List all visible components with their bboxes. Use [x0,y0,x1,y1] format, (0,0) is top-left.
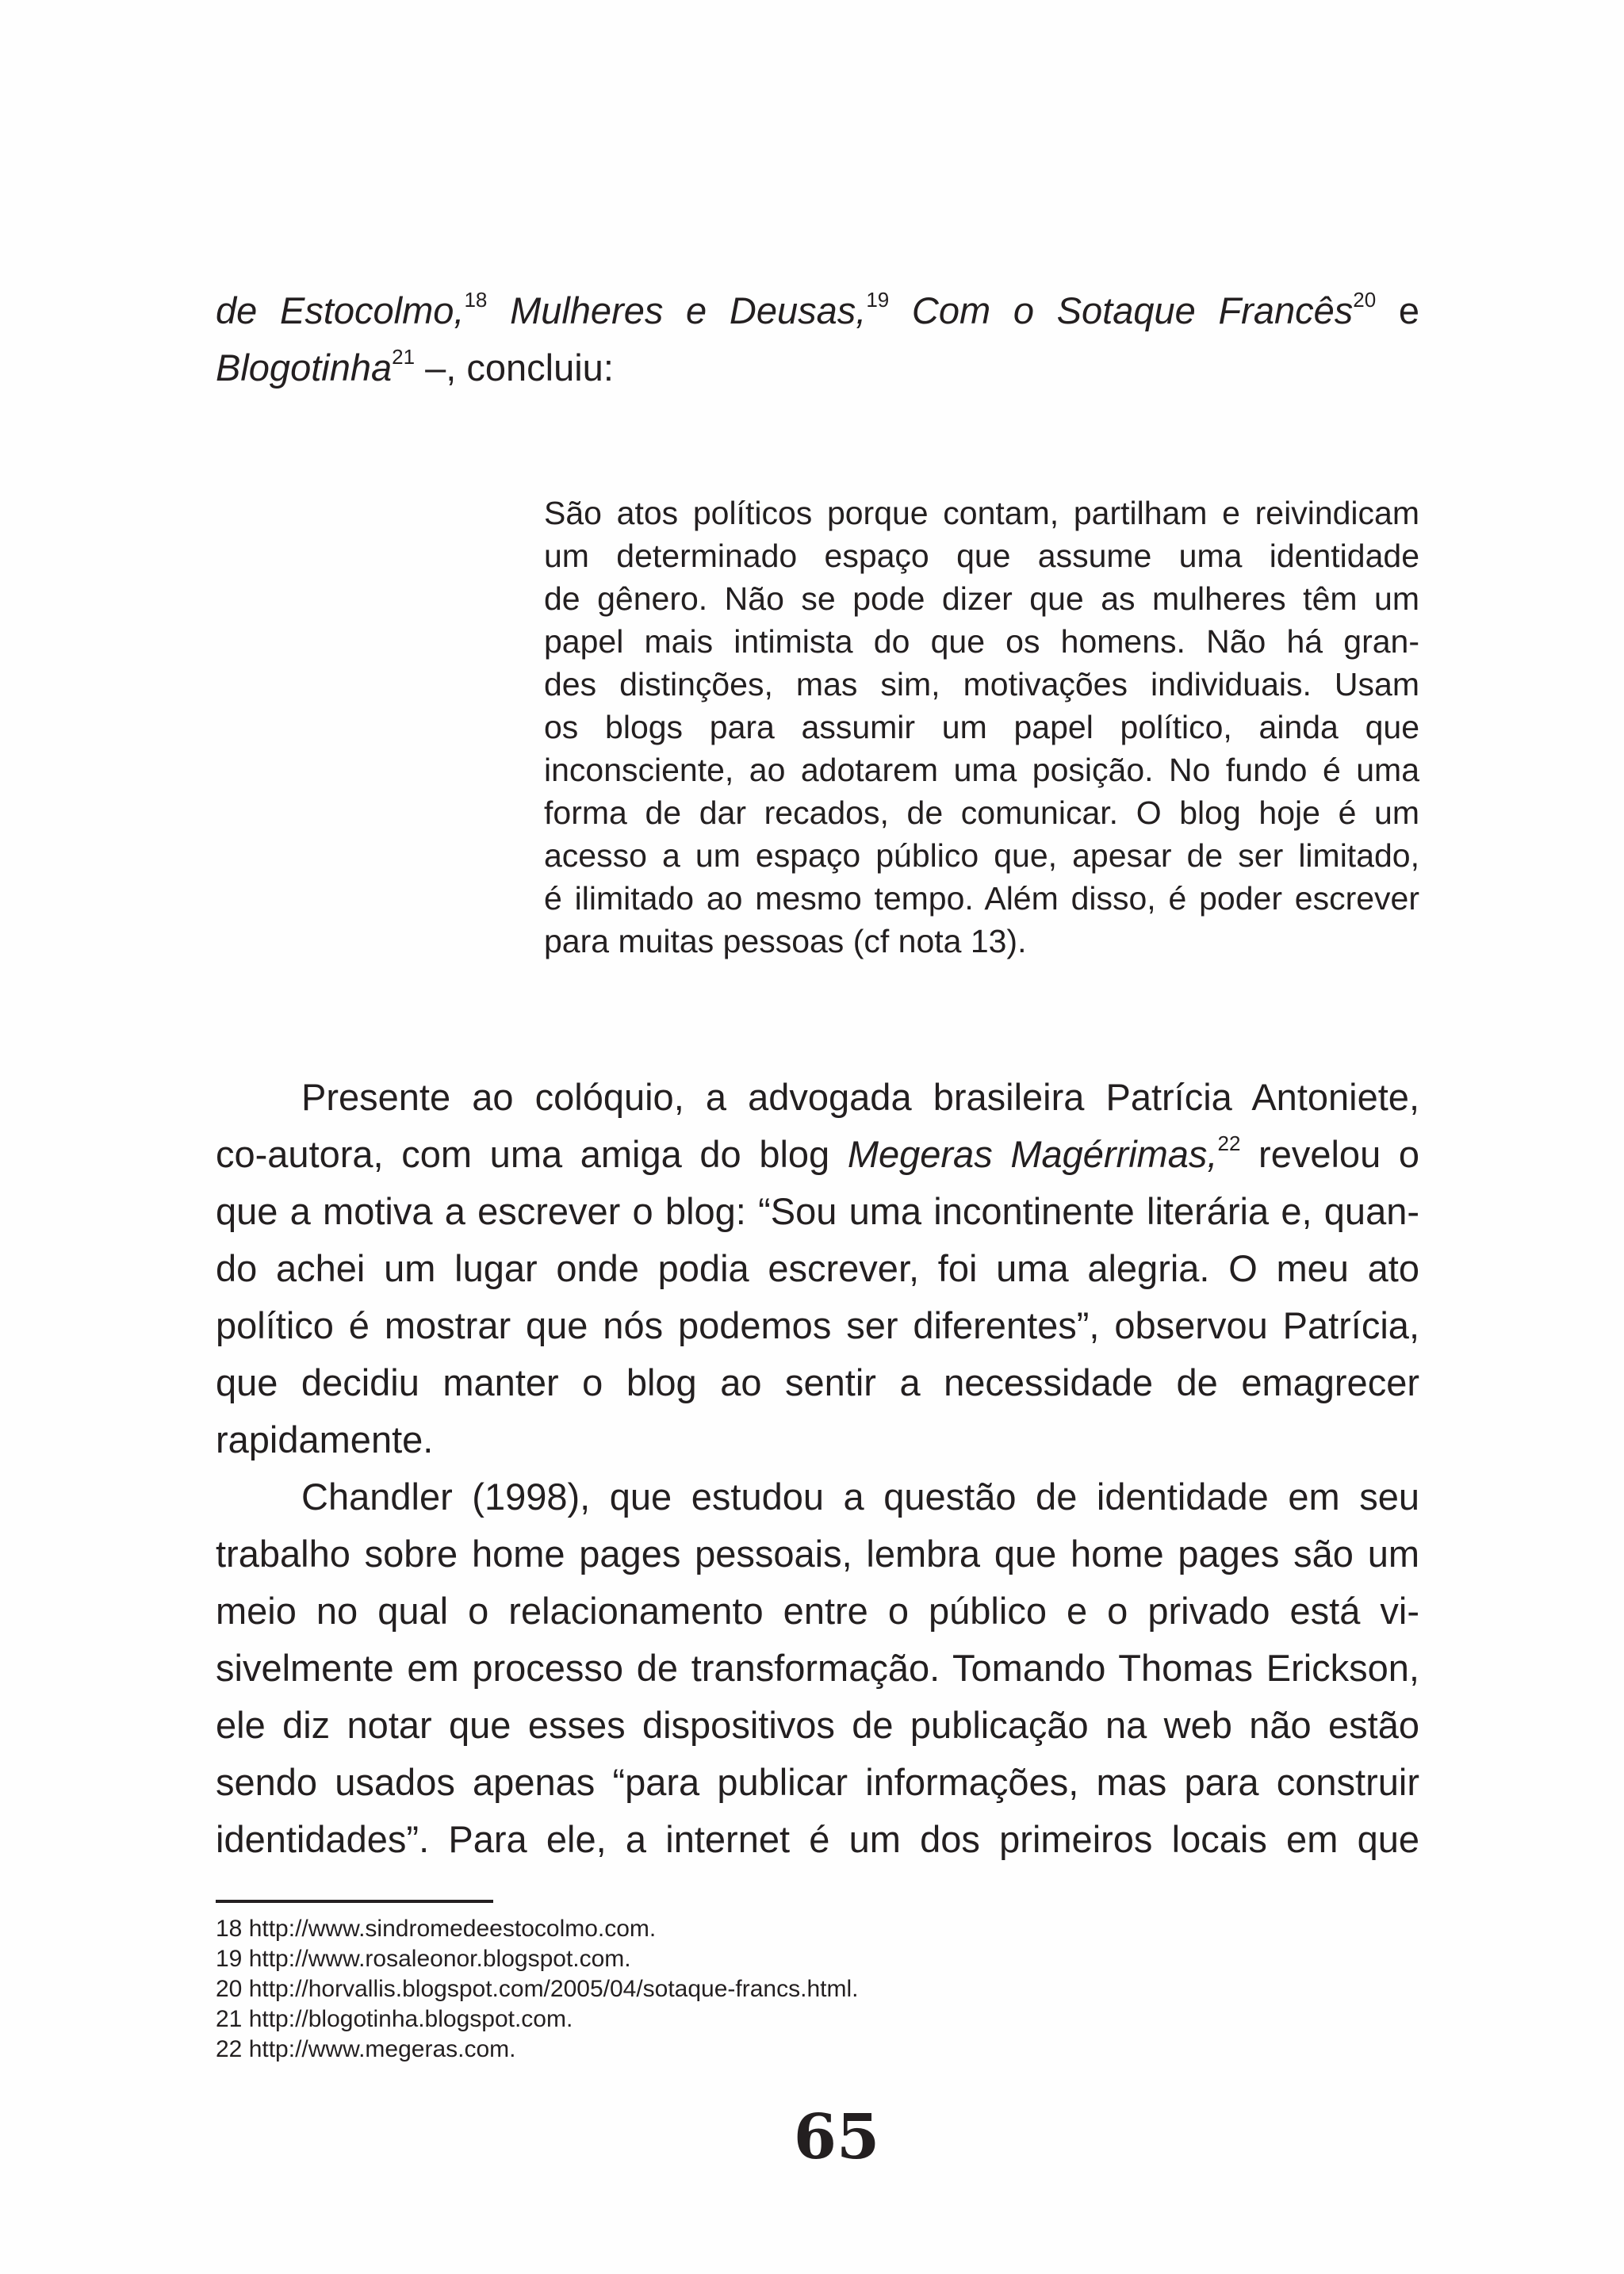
paragraph-line: sendo usados apenas “para publicar informações, mas para construir [216,1761,1419,1803]
paragraph-line: Blogotinha$^{21}$ –, concluiu: [216,345,614,389]
page-number: 65 [793,2101,880,2173]
footnote-divider [216,1900,493,1903]
paragraph-line: trabalho sobre home pages pessoais, lembra que home pages são um [216,1533,1419,1575]
quote-line: de gênero. Não se pode dizer que as mulheres têm um [544,580,1419,617]
quote-line: papel mais intimista do que os homens. Não há gran- [544,623,1419,660]
footnote-ref: 21 [392,345,416,369]
footnote-ref: 20 [1353,288,1377,312]
footnote-ref: 18 [464,288,488,312]
footnote-19: 19 http://www.rosaleonor.blogspot.com. [216,1946,631,1972]
quote-line: é ilimitado ao mesmo tempo. Além disso, é poder escrever [544,880,1419,917]
quote-line: forma de dar recados, de comunicar. O blog hoje é um [544,794,1419,831]
paragraph-line: político é mostrar que nós podemos ser diferentes”, observou Patrícia, [216,1304,1419,1346]
footnote-ref: 19 [866,288,890,312]
quote-line: os blogs para assumir um papel político, ainda que [544,709,1419,745]
quote-line: São atos políticos porque contam, partilham e reivindicam [544,495,1419,531]
quote-line: um determinado espaço que assume uma identidade [544,538,1419,574]
quote-line: inconsciente, ao adotarem uma posição. No fundo é uma [544,752,1419,788]
paragraph-line: identidades”. Para ele, a internet é um dos primeiros locais em que [216,1818,1419,1860]
footnote-22: 22 http://www.megeras.com. [216,2036,516,2062]
quote-line: para muitas pessoas (cf nota 13). [544,923,1027,959]
paragraph-line: sivelmente em processo de transformação. Tomando Thomas Erickson, [216,1647,1419,1689]
quote-line: acesso a um espaço público que, apesar de ser limitado, [544,837,1419,874]
paragraph-line: que a motiva a escrever o blog: “Sou uma incontinente literária e, quan- [216,1190,1419,1232]
paragraph-line: rapidamente. [216,1418,434,1460]
footnote-20: 20 http://horvallis.blogspot.com/2005/04/sotaque-francs.html. [216,1976,859,2002]
paragraph-line: ele diz notar que esses dispositivos de publicação na web não estão [216,1704,1419,1746]
paragraph-line: de Estocolmo,$^{18}$ Mulheres e Deusas,$^{19}$ Com o Sotaque Francês$^{20}$ e [216,288,1419,331]
footnote-21: 21 http://blogotinha.blogspot.com. [216,2006,573,2032]
paragraph-line: co-autora, com uma amiga do blog Megeras Magérrimas,$^{22}$ revelou o [216,1131,1419,1175]
paragraph-line: Chandler (1998), que estudou a questão de identidade em seu [301,1476,1419,1518]
footnote-18: 18 http://www.sindromedeestocolmo.com. [216,1916,657,1942]
quote-line: des distinções, mas sim, motivações individuais. Usam [544,666,1419,702]
paragraph-line: que decidiu manter o blog ao sentir a necessidade de emagrecer [216,1361,1419,1403]
paragraph-line: Presente ao colóquio, a advogada brasileira Patrícia Antoniete, [301,1076,1419,1118]
paragraph-line: meio no qual o relacionamento entre o público e o privado está vi- [216,1590,1419,1632]
footnote-ref: 22 [1217,1131,1241,1155]
paragraph-line: do achei um lugar onde podia escrever, foi uma alegria. O meu ato [216,1247,1419,1289]
